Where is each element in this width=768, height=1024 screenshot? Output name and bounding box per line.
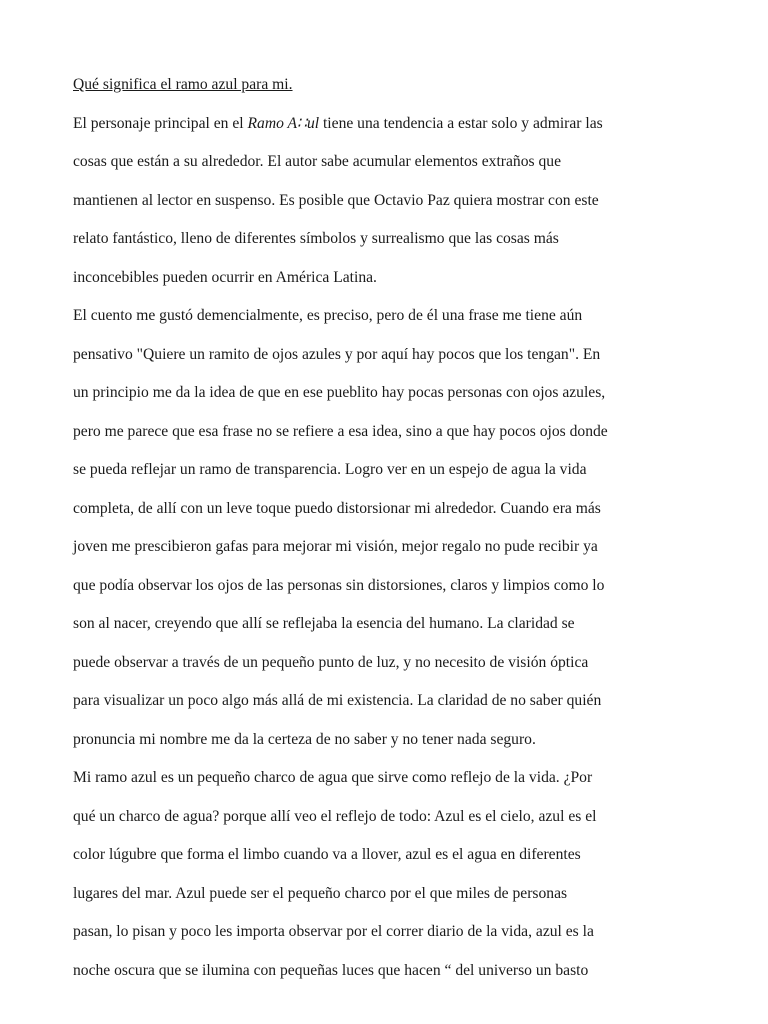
paragraph-3-line-3: color lúgubre que forma el limbo cuando va a llover, azul es el agua en diferentes bbox=[73, 846, 581, 863]
paragraph-1-line-3: mantienen al lector en suspenso. Es posible que Octavio Paz quiera mostrar con este bbox=[73, 191, 599, 209]
paragraph-2-line-1: El cuento me gustó demencialmente, es preciso, pero de él una frase me tiene aún bbox=[73, 307, 583, 324]
paragraph-3-line-2: qué un charco de agua? porque allí veo el reflejo de todo: Azul es el cielo, azul es el bbox=[73, 807, 597, 825]
paragraph-2-line-10: puede observar a través de un pequeño punto de luz, y no necesito de visión óptica bbox=[73, 653, 589, 671]
paragraph-3-line-5: pasan, lo pisan y poco les importa observar por el correr diario de la vida, azul es la bbox=[73, 923, 594, 940]
paragraph-2-line-5: se pueda reflejar un ramo de transparencia. Logro ver en un espejo de agua la vida bbox=[73, 461, 587, 478]
paragraph-2-line-4: pero me parece que esa frase no se refiere a esa idea, sino a que hay pocos ojos donde bbox=[73, 422, 608, 440]
paragraph-1-line-1-end: tiene una tendencia a estar solo y admirar las bbox=[319, 114, 603, 132]
paragraph-1-line-4: relato fantástico, lleno de diferentes símbolos y surrealismo que las cosas más bbox=[73, 230, 559, 247]
paragraph-2-line-12: pronuncia mi nombre me da la certeza de no saber y no tener nada seguro. bbox=[73, 730, 536, 748]
paragraph-2-line-8: que podía observar los ojos de las personas sin distorsiones, claros y limpios como lo bbox=[73, 576, 605, 594]
paragraph-1-line-2: cosas que están a su alrededor. El autor sabe acumular elementos extraños que bbox=[73, 153, 561, 170]
paragraph-2-line-11: para visualizar un poco algo más allá de mi existencia. La claridad de no saber quién bbox=[73, 692, 602, 709]
paragraph-2-line-2: pensativo "Quiere un ramito de ojos azules y por aquí hay pocos que los tengan". En bbox=[73, 345, 601, 363]
paragraph-3-line-6: noche oscura que se ilumina con pequeñas luces que hacen “ del universo un basto bbox=[73, 961, 589, 979]
paragraph-1-line-1-start: El personaje principal en el bbox=[73, 114, 248, 132]
paragraph-1-line-5: inconcebibles pueden ocurrir en América Latina. bbox=[73, 268, 377, 286]
paragraph-1-line-1 bbox=[73, 109, 603, 139]
paragraph-2-line-3: un principio me da la idea de que en ese pueblito hay pocas personas con ojos azules, bbox=[73, 384, 606, 401]
paragraph-3-line-1: Mi ramo azul es un pequeño charco de agua que sirve como reflejo de la vida. ¿Por bbox=[73, 769, 593, 786]
paragraph-2-line-6: completa, de allí con un leve toque puedo distorsionar mi alrededor. Cuando era más bbox=[73, 499, 601, 517]
paragraph-2-line-9: son al nacer, creyendo que allí se reflejaba la esencia del humano. La claridad se bbox=[73, 615, 575, 632]
paragraph-3-line-4: lugares del mar. Azul puede ser el pequeño charco por el que miles de personas bbox=[73, 884, 568, 902]
story-title-italic: Ramo A∷ul bbox=[247, 114, 320, 132]
document-title: Qué significa el ramo azul para mi. bbox=[73, 76, 293, 93]
paragraph-2-line-7: joven me prescibieron gafas para mejorar mi visión, mejor regalo no pude recibir ya bbox=[73, 538, 598, 555]
